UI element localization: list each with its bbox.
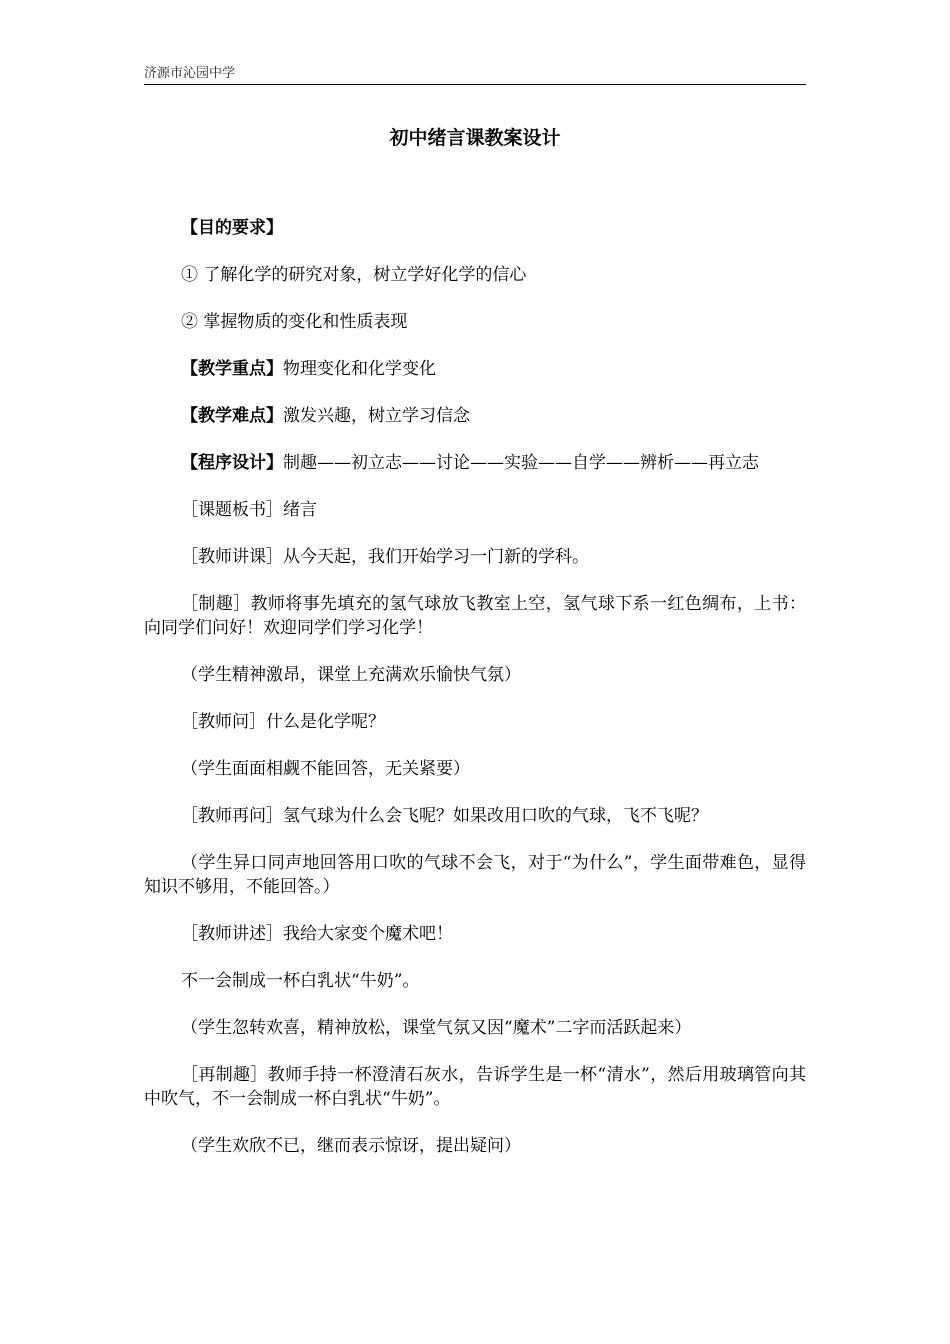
paragraph-interest bbox=[144, 592, 806, 640]
paragraph-text: ［教师问］什么是化学呢？ bbox=[181, 712, 385, 732]
paragraph-text: （学生精神激昂，课堂上充满欢乐愉快气氛） bbox=[181, 665, 521, 685]
paragraph-student-reaction-1 bbox=[144, 663, 806, 687]
paragraph-text: （学生异口同声地回答用口吹的气球不会飞，对于“为什么”，学生面带难色，显得知识不够用，不能回答。） bbox=[144, 853, 806, 897]
header-school-name: 济源市沁园中学 bbox=[144, 66, 236, 81]
paragraph-text: ［制趣］教师将事先填充的氢气球放飞教室上空，氢气球下系一红色绸布，上书：向同学们问好！欢迎同学们学习化学！ bbox=[144, 594, 806, 638]
paragraph-text: ［再制趣］教师手持一杯澄清石灰水，告诉学生是一杯“清水”，然后用玻璃管向其中吹气，不一会制成一杯白乳状“牛奶”。 bbox=[144, 1065, 806, 1109]
paragraph-difficulties bbox=[144, 404, 806, 428]
paragraph-text: ［教师讲述］我给大家变个魔术吧！ bbox=[181, 924, 453, 944]
paragraph-re-interest bbox=[144, 1063, 806, 1111]
paragraph-student-reaction-2 bbox=[144, 757, 806, 781]
section-label: 【教学重点】 bbox=[181, 359, 283, 379]
section-label: 【程序设计】 bbox=[181, 453, 283, 473]
document-body bbox=[144, 216, 806, 1181]
section-label: 【教学难点】 bbox=[181, 406, 283, 426]
paragraph-board-title bbox=[144, 498, 806, 522]
paragraph-goals bbox=[144, 216, 806, 240]
paragraph-text: 物理变化和化学变化 bbox=[283, 359, 436, 379]
paragraph-text: ② 掌握物质的变化和性质表现 bbox=[181, 312, 408, 332]
paragraph-text: 激发兴趣，树立学习信念 bbox=[283, 406, 470, 426]
section-label: 【目的要求】 bbox=[181, 218, 283, 238]
paragraph-teacher-question-2 bbox=[144, 804, 806, 828]
paragraph-teacher-narration bbox=[144, 922, 806, 946]
paragraph-teacher-question bbox=[144, 710, 806, 734]
paragraph-text: ① 了解化学的研究对象，树立学好化学的信心 bbox=[181, 265, 527, 285]
paragraph-text: ［教师再问］氢气球为什么会飞呢？如果改用口吹的气球，飞不飞呢？ bbox=[181, 806, 708, 826]
paragraph-student-reaction-5 bbox=[144, 1134, 806, 1158]
paragraph-goal-1 bbox=[144, 263, 806, 287]
paragraph-text: （学生忽转欢喜，精神放松，课堂气氛又因“魔术”二字而活跃起来） bbox=[181, 1018, 692, 1038]
paragraph-text: （学生欢欣不已，继而表示惊讶，提出疑问） bbox=[181, 1136, 521, 1156]
paragraph-text: 不一会制成一杯白乳状“牛奶”。 bbox=[181, 971, 420, 991]
paragraph-teacher-lecture bbox=[144, 545, 806, 569]
paragraph-student-reaction-3 bbox=[144, 851, 806, 899]
paragraph-milk bbox=[144, 969, 806, 993]
paragraph-procedure bbox=[144, 451, 806, 475]
paragraph-key-points bbox=[144, 357, 806, 381]
document-title: 初中绪言课教案设计 bbox=[389, 127, 561, 149]
paragraph-student-reaction-4 bbox=[144, 1016, 806, 1040]
paragraph-text: ［课题板书］绪言 bbox=[181, 500, 317, 520]
page-header bbox=[144, 66, 806, 85]
paragraph-text: ［教师讲课］从今天起，我们开始学习一门新的学科。 bbox=[181, 547, 589, 567]
paragraph-text: （学生面面相觑不能回答，无关紧要） bbox=[181, 759, 470, 779]
paragraph-text: 制趣——初立志——讨论——实验——自学——辨析——再立志 bbox=[283, 453, 759, 473]
paragraph-goal-2 bbox=[144, 310, 806, 334]
